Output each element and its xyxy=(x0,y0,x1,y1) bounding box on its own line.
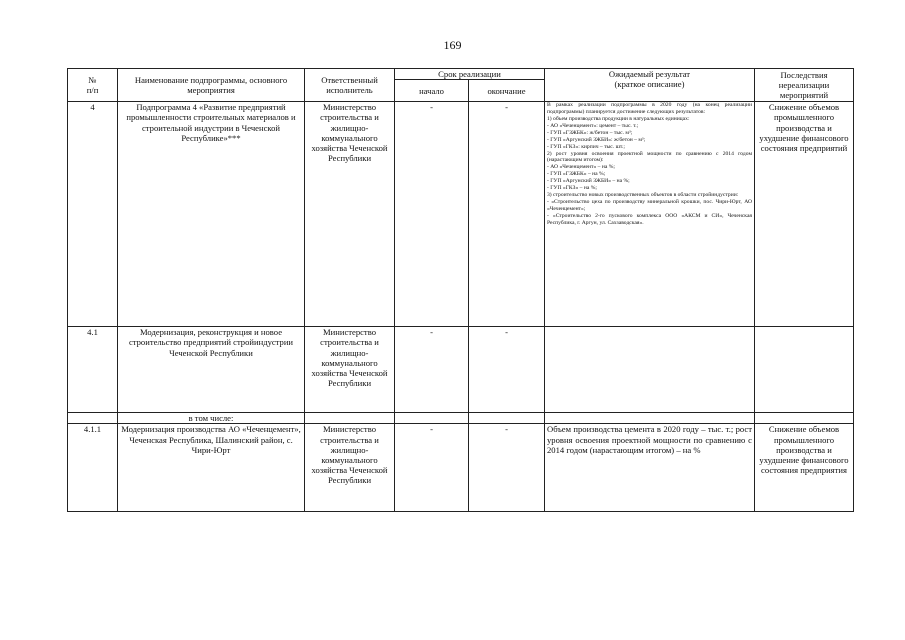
header-result: Ожидаемый результат (краткое описание) xyxy=(545,69,755,102)
result-line: - ГУП «ГЗЖБК» – на %; xyxy=(547,171,606,178)
row-start: - xyxy=(395,102,469,327)
header-num: № п/п xyxy=(68,69,118,102)
result-line: - ГУП «Аргунский ЗЖБИ» – на %; xyxy=(547,178,630,185)
row-start: - xyxy=(395,424,469,512)
row-consequences: Снижение объемов промышленного производства и ухудшение финансового состояния предприятий xyxy=(755,102,854,327)
subheading-label: в том числе: xyxy=(118,413,305,424)
row-start: - xyxy=(395,327,469,413)
row-consequences xyxy=(755,327,854,413)
row-executor: Министерство строительства и жилищно-коммунального хозяйства Чеченской Республики xyxy=(305,424,395,512)
table-row xyxy=(68,424,854,512)
header-executor: Ответственный исполнитель xyxy=(305,69,395,102)
subheading-row xyxy=(68,413,854,424)
page-number: 169 xyxy=(443,38,462,52)
header-consequences: Последствия нереализации мероприятий xyxy=(755,69,854,102)
row-start xyxy=(395,413,469,424)
row-name: Модернизация, реконструкция и новое строительство предприятий стройиндустрии Чеченской Республики xyxy=(118,327,305,413)
result-line: 1) объем производства продукции в натуральных единицах: xyxy=(547,116,690,123)
row-result xyxy=(545,102,755,327)
row-num: 4 xyxy=(68,102,118,327)
row-end: - xyxy=(469,327,545,413)
result-line: - «Строительство 2-го пускового комплекса ООО «АКСМ и СИ», Чеченская Республика, г. Аргун, ул. Сахзаводская». xyxy=(547,212,752,226)
row-num: 4.1.1 xyxy=(68,424,118,512)
table-row xyxy=(68,102,854,327)
result-line: 3) строительство новых производственных объектов в области стройиндустрии: xyxy=(547,191,739,198)
header-end: окончание xyxy=(469,80,545,102)
row-result: Объем производства цемента в 2020 году – тыс. т.; рост уровня освоения проектной мощности по сравнению с 2014 годом (нарастающим итогом) – на % xyxy=(545,424,755,512)
row-name: Подпрограмма 4 «Развитие предприятий промышленности строительных материалов и строительной индустрии в Чеченской Республике»*** xyxy=(118,102,305,327)
header-start: начало xyxy=(395,80,469,102)
row-num: 4.1 xyxy=(68,327,118,413)
result-line: - ГУП «ГКЗ» – на %; xyxy=(547,185,597,192)
result-line: - ГУП «Аргунский ЗЖБИ»: ж/бетон – м³; xyxy=(547,136,646,143)
result-line: - ГУП «ГКЗ»: кирпич – тыс. шт.; xyxy=(547,143,625,150)
row-executor xyxy=(305,413,395,424)
header-period: Срок реализации xyxy=(395,69,545,80)
program-table xyxy=(67,68,854,512)
header-row xyxy=(68,69,854,80)
row-end: - xyxy=(469,424,545,512)
row-name: Модернизация производства АО «Чеченцемент», Чеченская Республика, Шалинский район, с. Чири-Юрт xyxy=(118,424,305,512)
row-end xyxy=(469,413,545,424)
result-line: В рамках реализации подпрограммы в 2020 году (на конец реализации подпрограммы) планируется достижение следующих результатов: xyxy=(547,102,752,116)
result-line: - АО «Чеченцемент» – на %; xyxy=(547,164,615,171)
table-row xyxy=(68,327,854,413)
result-line: - АО «Чеченцемент»: цемент – тыс. т.; xyxy=(547,122,639,129)
result-line: - «Строительство цеха по производству минеральной крошки, пос. Чири-Юрт, АО «Чеченцемент»; xyxy=(547,198,752,212)
row-end: - xyxy=(469,102,545,327)
row-result xyxy=(545,327,755,413)
row-num xyxy=(68,413,118,424)
header-name: Наименование подпрограммы, основного мероприятия xyxy=(118,69,305,102)
result-line: - ГУП «ГЗЖБК»: ж/бетон – тыс. м³; xyxy=(547,129,633,136)
row-consequences: Снижение объемов промышленного производства и ухудшение финансового состояния предприятия xyxy=(755,424,854,512)
row-consequences xyxy=(755,413,854,424)
row-result xyxy=(545,413,755,424)
result-line: 2) рост уровня освоения проектной мощности по сравнению с 2014 годом (нарастающим итогом): xyxy=(547,150,752,164)
row-executor: Министерство строительства и жилищно-коммунального хозяйства Чеченской Республики xyxy=(305,327,395,413)
row-executor: Министерство строительства и жилищно-коммунального хозяйства Чеченской Республики xyxy=(305,102,395,327)
